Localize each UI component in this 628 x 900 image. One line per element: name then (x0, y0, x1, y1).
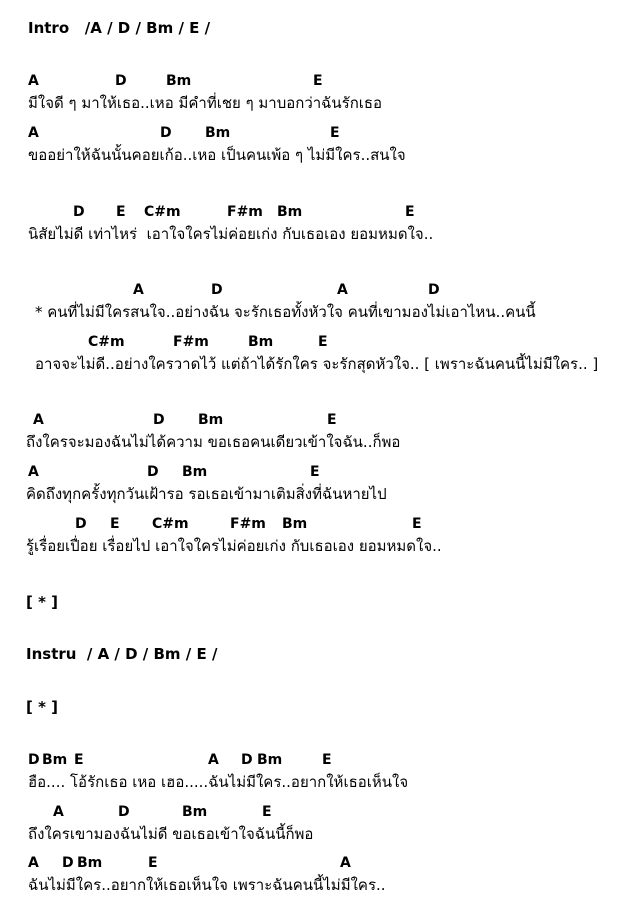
chord-symbol: D (241, 752, 253, 768)
lyric-line: นิสัยไม่ดี เท่าไหร่ เอาใจใครไม่ค่อยเก่ง กับเธอเอง ยอมหมดใจ.. (28, 225, 434, 243)
chord-line (0, 124, 628, 142)
chord-line (0, 281, 628, 299)
chord-symbol: E (313, 73, 323, 89)
chord-symbol: Bm (182, 464, 208, 480)
chord-symbol: Bm (282, 516, 308, 532)
chord-symbol: D (118, 804, 130, 820)
chord-symbol: A (28, 73, 39, 89)
lyric-line: รู้เรื่อยเปื่อย เรื่อยไป เอาใจใครไม่ค่อยเก่ง กับเธอเอง ยอมหมดใจ.. (26, 537, 442, 555)
chord-symbol: A (133, 282, 144, 298)
chord-line (0, 515, 628, 533)
chord-symbol: E (318, 334, 328, 350)
chord-symbol: E (148, 855, 158, 871)
chord-symbol: D (160, 125, 172, 141)
chord-symbol: E (74, 752, 84, 768)
chord-symbol: Bm (182, 804, 208, 820)
chord-symbol: E (327, 412, 337, 428)
chord-symbol: A (53, 804, 64, 820)
lyric-line: ฉันไม่มีใคร..อยากให้เธอเห็นใจ เพราะฉันคนนี้ไม่มีใคร.. (28, 876, 386, 894)
chord-symbol: Bm (198, 412, 224, 428)
chord-symbol: A (28, 464, 39, 480)
chord-line (0, 72, 628, 90)
chord-line (0, 333, 628, 351)
lyric-line: ขออย่าให้ฉันนั้นคอยเก้อ..เหอ เป็นคนเพ้อ ๆ ไม่มีใคร..สนใจ (28, 146, 406, 164)
chord-symbol: A (28, 125, 39, 141)
repeat-marker: [ * ] (26, 593, 58, 611)
chord-symbol: Bm (257, 752, 283, 768)
instru-label: Instru / A / D / Bm / E / (26, 645, 218, 663)
chord-symbol: Bm (205, 125, 231, 141)
chord-symbol: Bm (248, 334, 274, 350)
chord-symbol: Bm (277, 204, 303, 220)
chord-symbol: A (337, 282, 348, 298)
repeat-marker: [ * ] (26, 698, 58, 716)
chord-symbol: C#m (88, 334, 125, 350)
chord-symbol: D (153, 412, 165, 428)
chord-symbol: D (428, 282, 440, 298)
chord-symbol: A (208, 752, 219, 768)
chord-symbol: F#m (173, 334, 209, 350)
chord-line (0, 411, 628, 429)
chord-symbol: C#m (152, 516, 189, 532)
lyric-line: ถึงใครเขามองฉันไม่ดี ขอเธอเข้าใจฉันนี้ก็พอ (28, 825, 314, 843)
chord-symbol: D (28, 752, 40, 768)
lyric-line: * คนที่ไม่มีใครสนใจ..อย่างฉัน จะรักเธอทั้งหัวใจ คนที่เขามองไม่เอาไหน..คนนี้ (35, 303, 536, 321)
chord-line (0, 854, 628, 872)
chord-symbol: D (147, 464, 159, 480)
lyric-line: คิดถึงทุกครั้งทุกวันเฝ้ารอ รอเธอเข้ามาเติมสิ่งที่ฉันหายไป (26, 485, 387, 503)
chord-line (0, 803, 628, 821)
chord-symbol: Bm (166, 73, 192, 89)
chord-symbol: A (33, 412, 44, 428)
chord-symbol: Bm (42, 752, 68, 768)
chord-symbol: C#m (144, 204, 181, 220)
lyric-line: ถึงใครจะมองฉันไม่ได้ความ ขอเธอคนเดียวเข้าใจฉัน..ก็พอ (26, 433, 401, 451)
chord-symbol: E (116, 204, 126, 220)
chord-symbol: E (322, 752, 332, 768)
lyric-line: ฮือ.... โอ้รักเธอ เหอ เฮอ.....ฉันไม่มีใคร..อยากให้เธอเห็นใจ (28, 773, 409, 791)
chord-symbol: E (405, 204, 415, 220)
chord-symbol: Bm (77, 855, 103, 871)
chord-symbol: F#m (227, 204, 263, 220)
chord-symbol: D (73, 204, 85, 220)
chord-symbol: F#m (230, 516, 266, 532)
chord-symbol: E (110, 516, 120, 532)
intro-label: Intro /A / D / Bm / E / (28, 19, 211, 37)
chord-symbol: A (340, 855, 351, 871)
chord-symbol: D (115, 73, 127, 89)
chord-line (0, 463, 628, 481)
lyric-line: อาจจะไม่ดี..อย่างใครวาดไว้ แต่ถ้าได้รักใคร จะรักสุดหัวใจ.. [ เพราะฉันคนนี้ไม่มีใคร.. ] (35, 355, 599, 373)
chord-line (0, 203, 628, 221)
chord-symbol: E (310, 464, 320, 480)
chord-symbol: D (62, 855, 74, 871)
chord-symbol: D (211, 282, 223, 298)
lyric-line: มีใจดี ๆ มาให้เธอ..เหอ มีคำที่เชย ๆ มาบอกว่าฉันรักเธอ (28, 94, 383, 112)
chord-line (0, 751, 628, 769)
chord-symbol: E (262, 804, 272, 820)
chord-symbol: E (412, 516, 422, 532)
chord-symbol: A (28, 855, 39, 871)
chord-symbol: D (75, 516, 87, 532)
chord-symbol: E (330, 125, 340, 141)
